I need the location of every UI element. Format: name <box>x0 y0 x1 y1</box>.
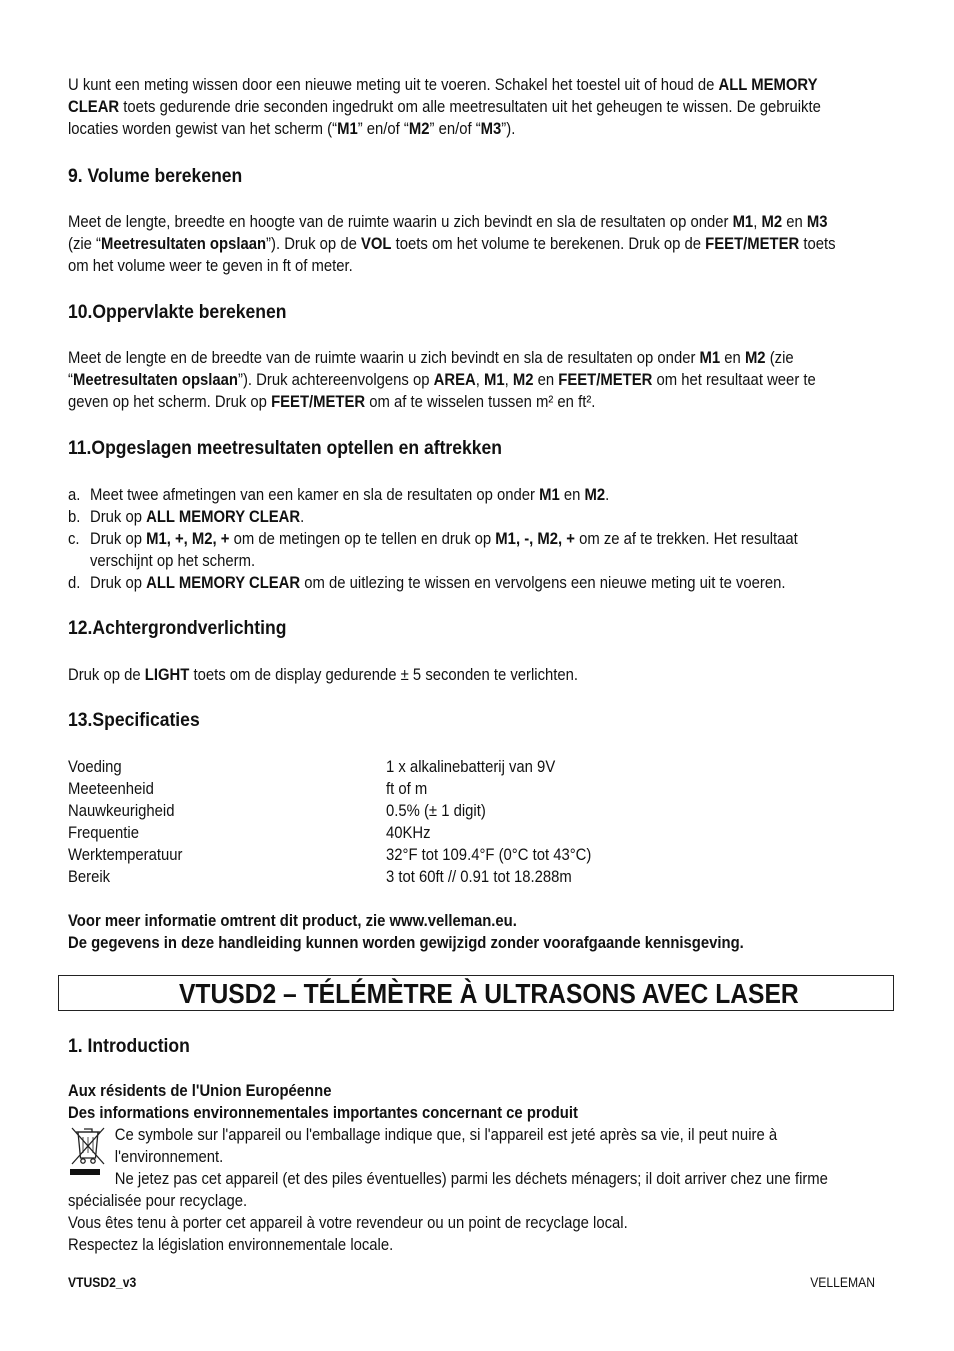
text: , <box>475 371 484 389</box>
text: , <box>753 213 762 231</box>
bold-text: Meetresultaten opslaan <box>72 371 239 389</box>
text: en <box>720 349 745 367</box>
text: om af te wisselen tussen m² en ft². <box>365 393 596 411</box>
bold-text: M1 <box>337 120 358 138</box>
list-marker: c. <box>68 530 80 548</box>
list-marker: b. <box>68 508 81 526</box>
bold-text: FEET/METER <box>271 393 366 411</box>
section-10-body <box>68 347 886 413</box>
text: om de uitlezing te wissen en vervolgens een nieuwe meting uit te voeren. <box>300 574 786 592</box>
spec-value: 0.5% (± 1 digit) <box>386 802 486 820</box>
bold-text: M2 <box>512 371 534 389</box>
spec-value: 32°F tot 109.4°F (0°C tot 43°C) <box>386 846 592 864</box>
bold-text: VOL <box>360 235 392 253</box>
section-10 <box>68 300 886 324</box>
spec-row <box>68 778 886 800</box>
list-marker: d. <box>68 574 81 592</box>
list-marker: a. <box>68 486 81 504</box>
section-heading: 10.Oppervlakte berekenen <box>68 301 287 323</box>
text: Druk op de <box>68 666 145 684</box>
intro-paragraph <box>68 74 886 140</box>
list-item <box>68 506 886 528</box>
text: Meet twee afmetingen van een kamer en sla de resultaten op onder <box>90 486 540 504</box>
text: Ce symbole sur l'appareil ou l'emballage indique que, si l'appareil est jeté après sa vie, il peut nuire à <box>114 1126 778 1144</box>
fr-title-box <box>58 975 894 1011</box>
text: verschijnt op het scherm. <box>90 552 256 570</box>
bold-text: LIGHT <box>144 666 190 684</box>
text: toets gedurende drie seconden ingedrukt om alle meetresultaten uit het geheugen te wissen. De gebruikte <box>119 98 821 116</box>
section-13 <box>68 708 886 732</box>
section-11 <box>68 436 886 460</box>
text: . <box>300 508 305 526</box>
text: ” en/of “ <box>357 120 409 138</box>
text: Respectez la législation environnementale locale. <box>68 1236 394 1254</box>
spec-row <box>68 844 886 866</box>
weee-block <box>68 1124 886 1212</box>
text: Ne jetez pas cet appareil (et des piles éventuelles) parmi les déchets ménagers; il doit arriver chez une firme <box>114 1170 828 1188</box>
spec-value: 1 x alkalinebatterij van 9V <box>386 758 556 776</box>
bold-text: Des informations environnementales importantes concernant ce produit <box>68 1104 578 1122</box>
text: spécialisée pour recyclage. <box>68 1192 248 1210</box>
spec-label: Bereik <box>68 868 111 886</box>
spec-label: Frequentie <box>68 824 140 842</box>
text: Druk op <box>90 574 147 592</box>
text: toets <box>799 235 836 253</box>
fr-section-1 <box>68 1034 886 1058</box>
spec-label: Meeteenheid <box>68 780 154 798</box>
text: toets om het volume te berekenen. Druk op de <box>391 235 706 253</box>
spec-row <box>68 866 886 888</box>
bold-text: M2 <box>761 213 783 231</box>
spec-label: Werktemperatuur <box>68 846 183 864</box>
text: ”). <box>501 120 516 138</box>
bold-text: M1, -, M2, + <box>495 530 575 548</box>
text: (zie <box>765 349 794 367</box>
section-12 <box>68 616 886 640</box>
bold-text: M1, +, M2, + <box>146 530 230 548</box>
bold-text: M1 <box>699 349 721 367</box>
section-heading: 1. Introduction <box>68 1035 190 1057</box>
text: , <box>504 371 513 389</box>
text: toets om de display gedurende ± 5 seconden te verlichten. <box>189 666 579 684</box>
list-item <box>68 528 886 572</box>
text: Meet de lengte, breedte en hoogte van de ruimte waarin u zich bevindt en sla de resultaten op onder <box>68 213 733 231</box>
section-12-body <box>68 664 886 686</box>
section-heading: 13.Specificaties <box>68 709 200 731</box>
footer-brand: VELLEMAN <box>810 1275 875 1290</box>
text: om ze af te trekken. Het resultaat <box>574 530 798 548</box>
section-heading: 11.Opgeslagen meetresultaten optellen en aftrekken <box>68 437 503 459</box>
text: geven op het scherm. Druk op <box>68 393 272 411</box>
text: ”). Druk achtereenvolgens op <box>238 371 434 389</box>
text: en <box>782 213 807 231</box>
bold-text: M2 <box>408 120 430 138</box>
text: locaties worden gewist van het scherm (“ <box>68 120 338 138</box>
spec-value: ft of m <box>386 780 428 798</box>
text: ” en/of “ <box>429 120 481 138</box>
spec-table <box>68 756 886 888</box>
bold-text: M2 <box>744 349 766 367</box>
spec-row <box>68 800 886 822</box>
bold-text: De gegevens in deze handleiding kunnen worden gewijzigd zonder voorafgaande kennisgeving. <box>68 934 744 952</box>
bold-text: FEET/METER <box>705 235 800 253</box>
text: Meet de lengte en de breedte van de ruimte waarin u zich bevindt en sla de resultaten op onder <box>68 349 700 367</box>
list-item <box>68 484 886 506</box>
footer-doc-code: VTUSD2_v3 <box>68 1275 137 1290</box>
text: om het volume weer te geven in ft of meter. <box>68 257 353 275</box>
text: l'environnement. <box>114 1148 224 1166</box>
spec-value: 3 tot 60ft // 0.91 tot 18.288m <box>386 868 572 886</box>
fr-intro-body <box>68 1080 886 1256</box>
section-11-list <box>68 484 886 594</box>
section-heading: 9. Volume berekenen <box>68 165 243 187</box>
info-note <box>68 910 886 954</box>
text: U kunt een meting wissen door een nieuwe meting uit te voeren. Schakel het toestel uit of houd de <box>68 76 719 94</box>
text: Vous êtes tenu à porter cet appareil à votre revendeur ou un point de recyclage local. <box>68 1214 628 1232</box>
text: en <box>559 486 585 504</box>
bold-text: M1 <box>483 371 505 389</box>
text: Druk op <box>90 508 147 526</box>
bold-text: CLEAR <box>68 98 120 116</box>
text: om het resultaat weer te <box>652 371 816 389</box>
text: “ <box>68 371 73 389</box>
list-item <box>68 572 886 594</box>
text: om de metingen op te tellen en druk op <box>229 530 496 548</box>
bold-text: ALL MEMORY <box>718 76 818 94</box>
bold-text: M1 <box>732 213 754 231</box>
spec-label: Nauwkeurigheid <box>68 802 175 820</box>
bold-text: AREA <box>433 371 476 389</box>
spec-value: 40KHz <box>386 824 431 842</box>
bold-text: M1 <box>539 486 560 504</box>
bold-text: Aux résidents de l'Union Européenne <box>68 1082 332 1100</box>
section-9 <box>68 164 886 188</box>
section-heading: 12.Achtergrondverlichting <box>68 617 287 639</box>
bold-text: M2 <box>584 486 606 504</box>
text: . <box>605 486 610 504</box>
spec-row <box>68 756 886 778</box>
bold-text: M3 <box>480 120 502 138</box>
spec-row <box>68 822 886 844</box>
bold-text: ALL MEMORY CLEAR <box>146 508 301 526</box>
section-9-body <box>68 211 886 277</box>
bold-text: ALL MEMORY CLEAR <box>146 574 301 592</box>
bold-text: M3 <box>806 213 828 231</box>
bold-text: Voor meer informatie omtrent dit product, zie www.velleman.eu. <box>68 912 517 930</box>
text: (zie “ <box>68 235 102 253</box>
bold-text: FEET/METER <box>558 371 653 389</box>
document-title: VTUSD2 – TÉLÉMÈTRE À ULTRASONS AVEC LASER <box>179 978 799 1009</box>
bold-text: Meetresultaten opslaan <box>101 235 267 253</box>
spec-label: Voeding <box>68 758 122 776</box>
text: en <box>533 371 559 389</box>
text: ”). Druk op de <box>266 235 361 253</box>
text: Druk op <box>90 530 147 548</box>
